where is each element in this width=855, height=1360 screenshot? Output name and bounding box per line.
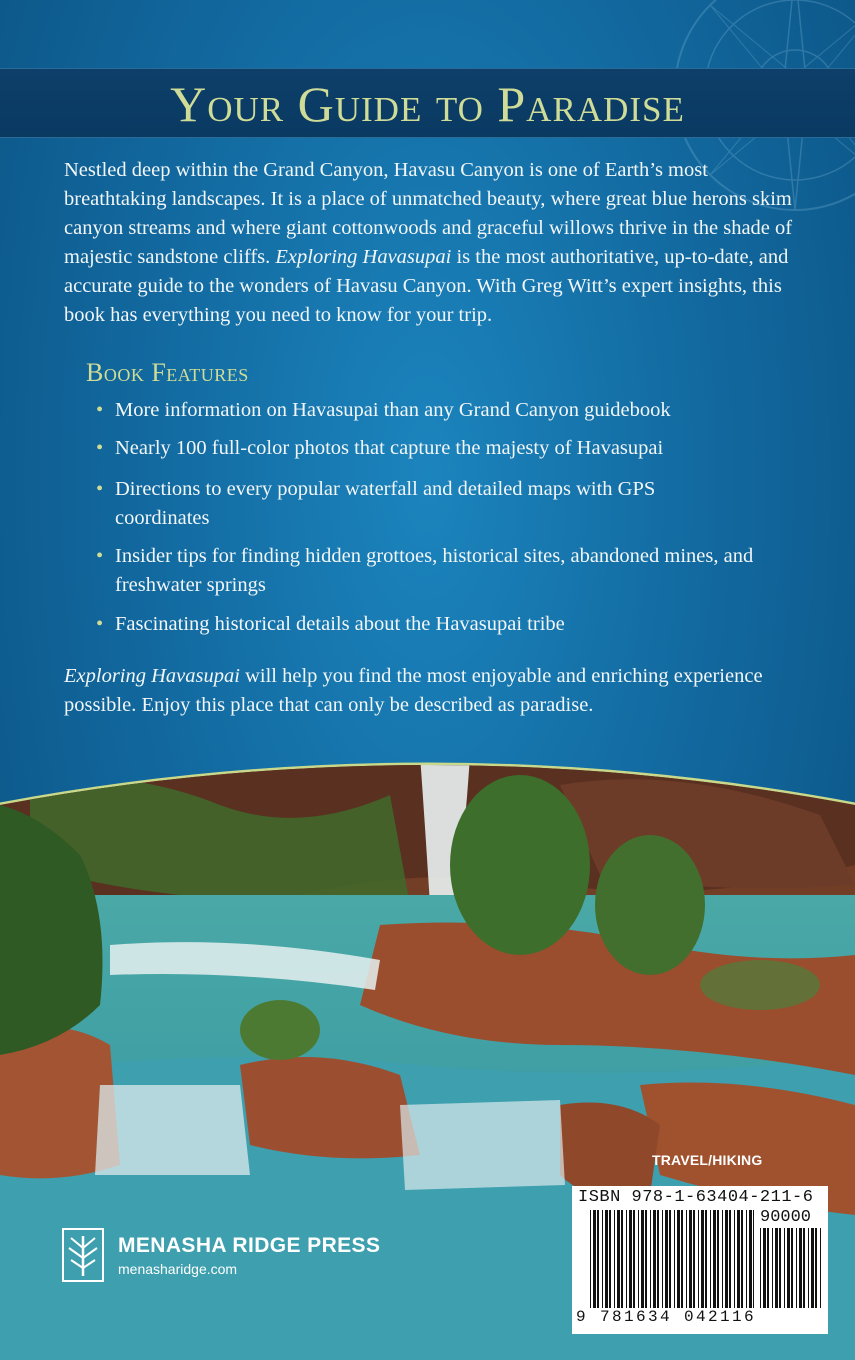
bullet-icon: • — [96, 478, 104, 500]
features-heading: Book Features — [86, 358, 249, 387]
intro-paragraph — [64, 156, 804, 330]
bullet-icon: • — [96, 399, 104, 421]
publisher-url: menasharidge.com — [118, 1261, 238, 1277]
intro-text-part2: is the most authoritative, up-to-date, and accurate guide to the wonders of Havasu Canyon. With Greg Witt’s expert insights, this book has everything you need to know for your trip. — [64, 246, 789, 326]
intro-text-part1: Nestled deep within the Grand Canyon, Havasu Canyon is one of Earth’s most breathtaking landscapes. It is a place of unmatched beauty, where great blue herons skim canyon streams and where giant cottonwoods and graceful willows thrive in the shade of majestic sandstone cliffs. — [64, 159, 793, 268]
bullet-icon: • — [96, 613, 104, 635]
feature-text: More information on Havasupai than any Grand Canyon guidebook — [115, 399, 671, 421]
feature-text: Directions to every popular waterfall and detailed maps with GPS coordinates — [115, 478, 656, 529]
intro-book-title: Exploring Havasupai — [275, 246, 452, 268]
list-item — [96, 610, 565, 639]
outro-paragraph — [64, 662, 804, 720]
outro-text: will help you find the most enjoyable and enriching experience possible. Enjoy this place that can only be described as paradise. — [64, 665, 763, 716]
feature-text: Nearly 100 full-color photos that capture the majesty of Havasupai — [115, 437, 664, 459]
list-item — [96, 434, 663, 463]
bullet-icon: • — [96, 437, 104, 459]
publisher-logo — [62, 1228, 382, 1284]
list-item — [96, 396, 671, 425]
feature-text: Insider tips for finding hidden grottoes, historical sites, abandoned mines, and freshwater springs — [115, 545, 754, 596]
addon-barcode-bars-icon — [760, 1228, 822, 1308]
isbn-number: ISBN 978-1-63404-211-6 — [578, 1188, 814, 1207]
publisher-name: MENASHA RIDGE PRESS — [118, 1234, 381, 1257]
bullet-icon: • — [96, 545, 104, 567]
page-title: Your Guide to Paradise — [170, 76, 685, 132]
list-item — [96, 542, 815, 600]
outro-book-title: Exploring Havasupai — [64, 665, 240, 687]
isbn-barcode — [572, 1186, 828, 1334]
list-item — [96, 475, 715, 533]
barcode-bars-icon — [590, 1210, 754, 1308]
ean-digits: 9 781634 042116 — [576, 1308, 757, 1326]
category-label: TRAVEL/HIKING — [652, 1152, 763, 1168]
tree-logo-icon — [62, 1228, 104, 1282]
price-code: 90000 — [760, 1208, 812, 1227]
feature-text: Fascinating historical details about the Havasupai tribe — [115, 613, 565, 635]
